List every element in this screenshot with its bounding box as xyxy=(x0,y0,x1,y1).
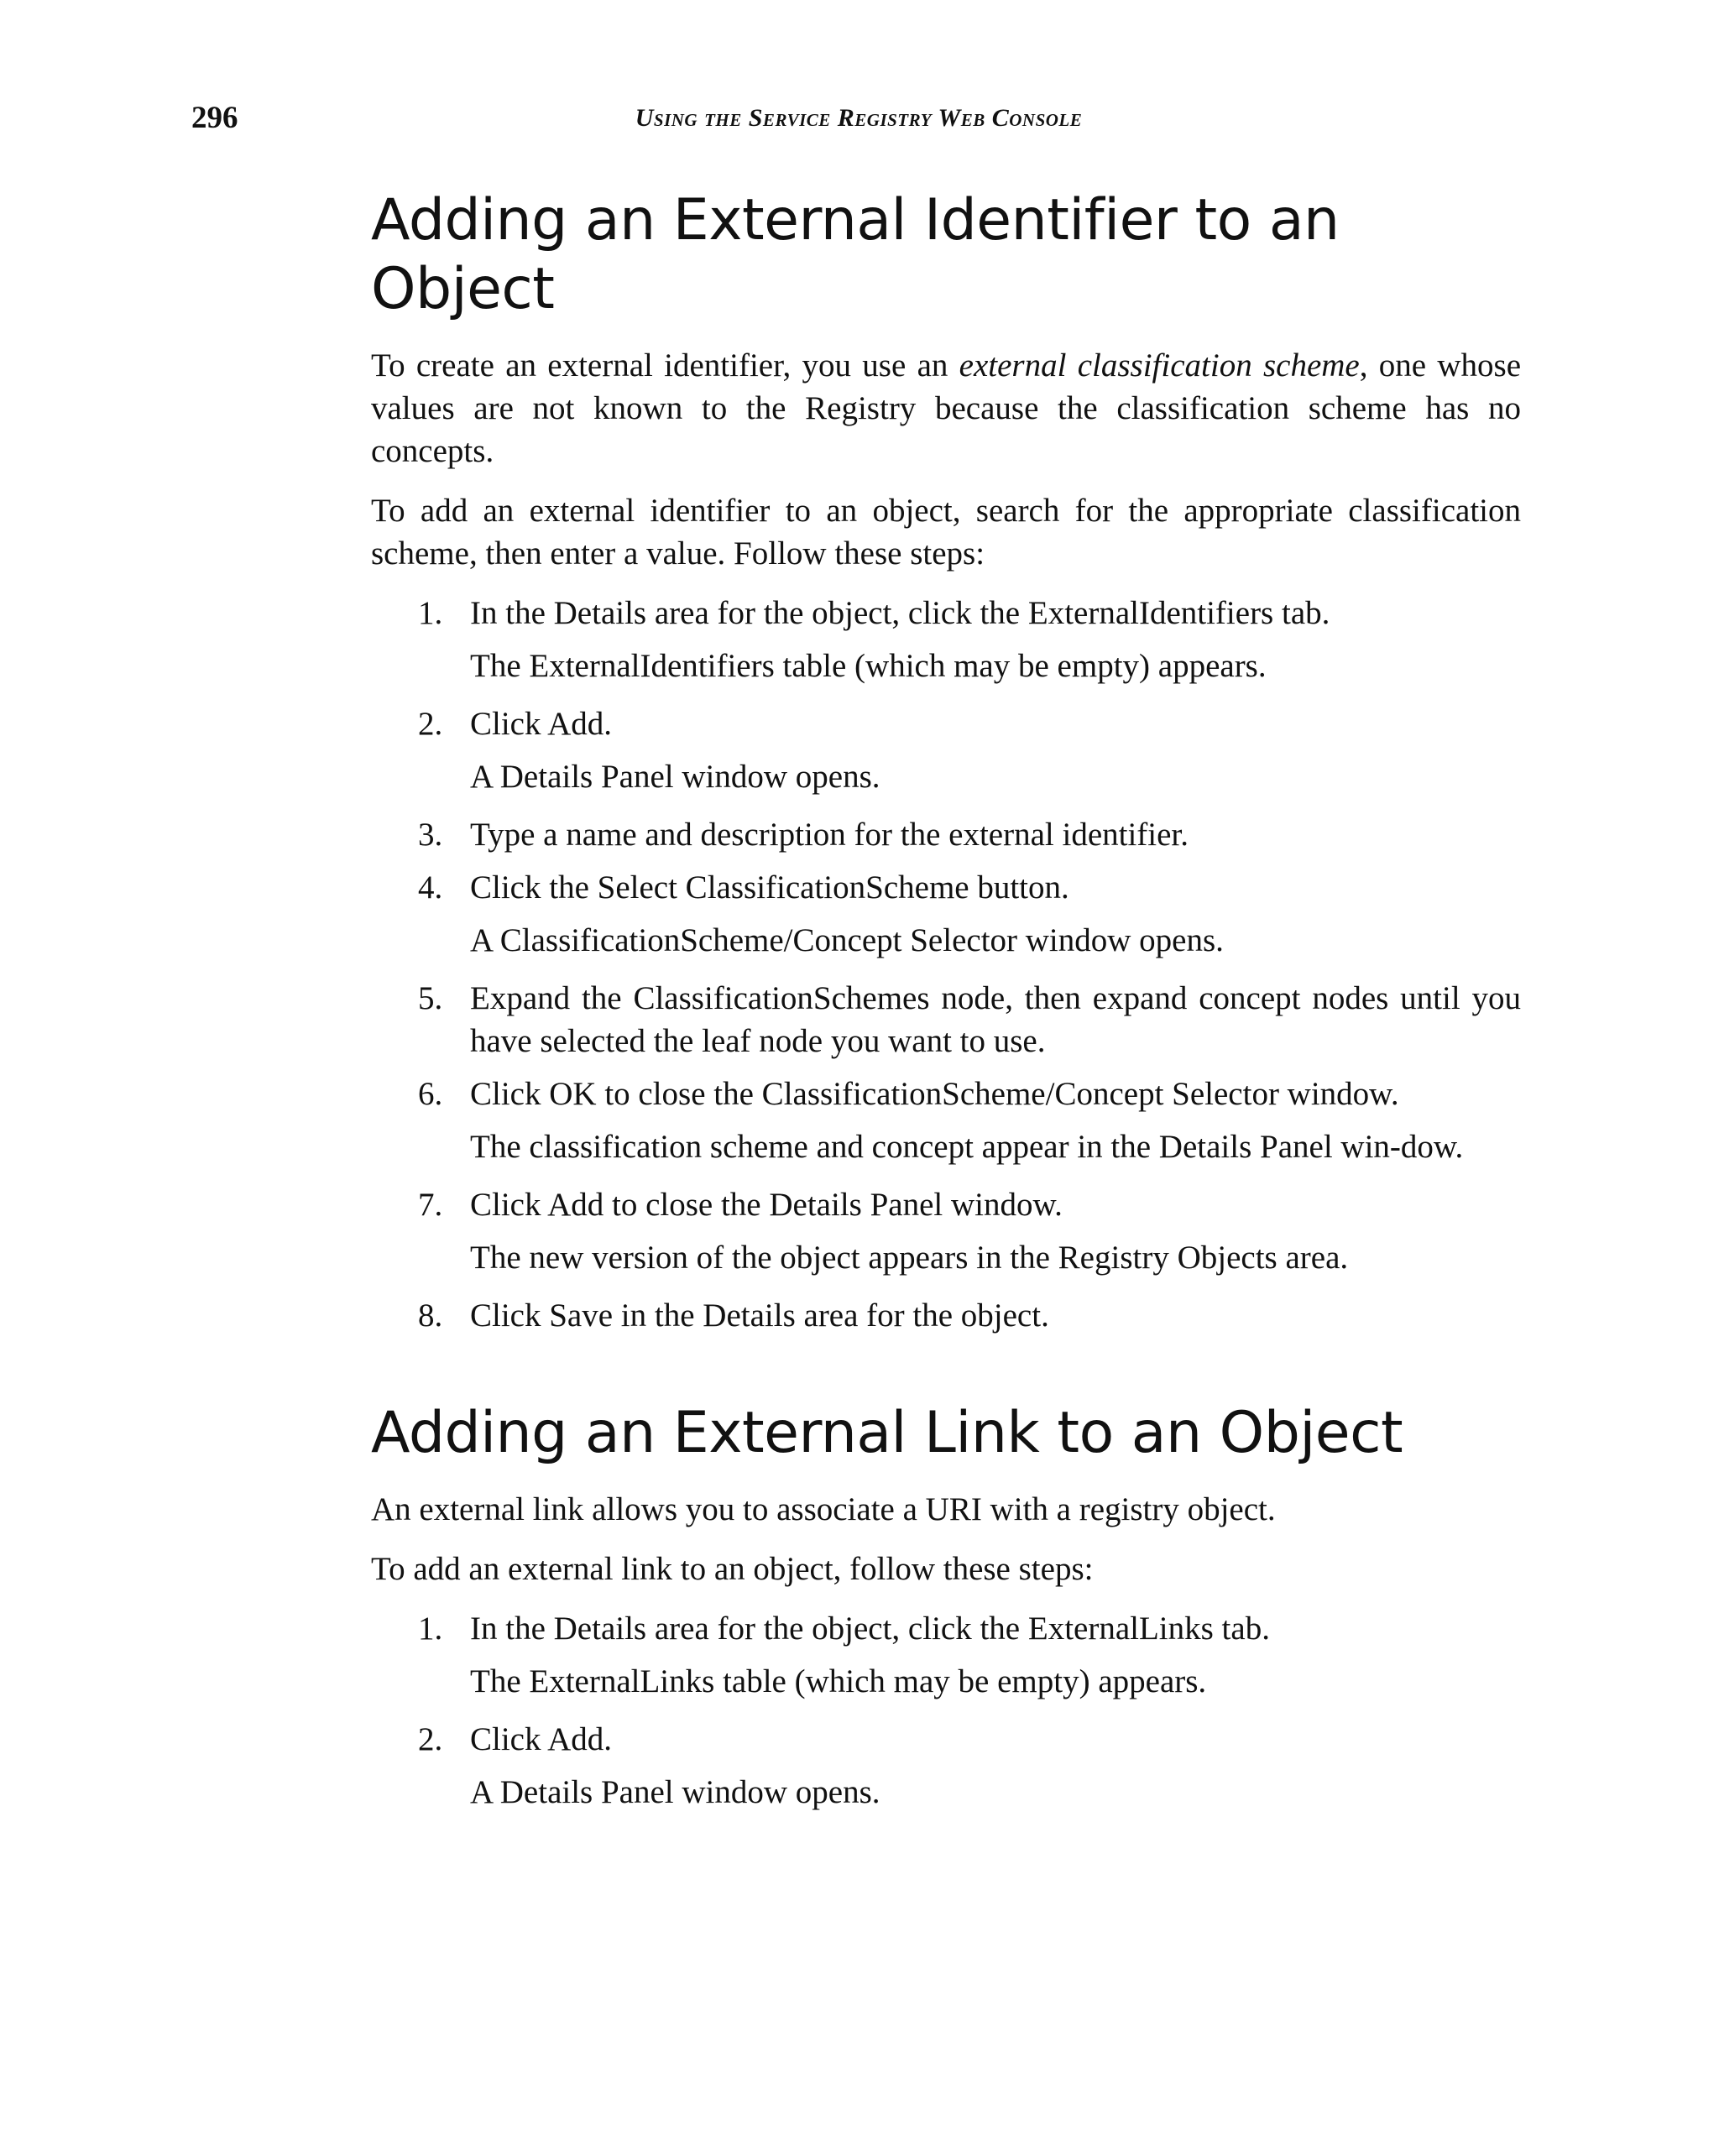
running-title: Using the Service Registry Web Console xyxy=(635,104,1083,132)
list-item xyxy=(418,977,1521,1062)
step-text: Click Add. xyxy=(470,1721,613,1757)
step-text: In the Details area for the object, click the ExternalIdentifiers tab. xyxy=(470,595,1330,631)
list-item xyxy=(418,813,1521,856)
paragraph-instructions: To add an external identifier to an object, search for the appropriate classification scheme, then enter a value. Follow these steps: xyxy=(371,493,1521,572)
list-item xyxy=(418,1607,1521,1703)
list-item xyxy=(418,592,1521,687)
page-number: 296 xyxy=(191,101,238,135)
emphasis-term: external classification scheme xyxy=(959,347,1360,384)
step-text: Click the Select ClassificationScheme button. xyxy=(470,869,1069,906)
step-result: A ClassificationScheme/Concept Selector window opens. xyxy=(470,922,1224,958)
step-number: 2. xyxy=(418,706,443,742)
paragraph-instructions: To add an external link to an object, follow these steps: xyxy=(371,1551,1094,1587)
step-number: 1. xyxy=(418,595,443,631)
list-item xyxy=(418,1183,1521,1279)
steps-list-external-link xyxy=(371,1607,1521,1814)
step-result: A Details Panel window opens. xyxy=(470,1774,880,1810)
list-item xyxy=(418,1718,1521,1814)
list-item xyxy=(418,1073,1521,1168)
step-result: The new version of the object appears in the Registry Objects area. xyxy=(470,1240,1349,1276)
step-result: The ExternalIdentifiers table (which may be empty) appears. xyxy=(470,648,1267,684)
step-number: 6. xyxy=(418,1076,443,1112)
step-number: 8. xyxy=(418,1297,443,1334)
steps-list-external-identifier xyxy=(371,592,1521,1337)
step-text: Click Add. xyxy=(470,706,613,742)
step-text: Click OK to close the ClassificationScheme/Concept Selector window. xyxy=(470,1076,1399,1112)
step-text: In the Details area for the object, click the ExternalLinks tab. xyxy=(470,1610,1270,1647)
list-item xyxy=(418,1294,1521,1337)
paragraph-intro: An external link allows you to associate a URI with a registry object. xyxy=(371,1491,1276,1527)
step-number: 4. xyxy=(418,869,443,906)
paragraph-intro xyxy=(371,344,1521,472)
step-text: Expand the ClassificationSchemes node, then expand concept nodes until you have selected the leaf node you want to use. xyxy=(470,980,1521,1059)
step-number: 7. xyxy=(418,1187,443,1223)
section-title-external-identifier: Adding an External Identifier to an Object xyxy=(371,187,1340,322)
step-text: Click Save in the Details area for the object. xyxy=(470,1297,1049,1334)
list-item xyxy=(418,866,1521,962)
step-text: Type a name and description for the external identifier. xyxy=(470,817,1189,853)
step-number: 2. xyxy=(418,1721,443,1757)
section-title-external-link: Adding an External Link to an Object xyxy=(371,1400,1403,1466)
step-number: 1. xyxy=(418,1610,443,1647)
paragraph-text: , one whose values are not known to the Registry because the classification scheme has no concepts. xyxy=(371,347,1522,469)
step-number: 5. xyxy=(418,980,443,1016)
page-content xyxy=(371,186,1521,1829)
step-result: The ExternalLinks table (which may be empty) appears. xyxy=(470,1663,1207,1699)
step-result: The classification scheme and concept appear in the Details Panel win-dow. xyxy=(470,1129,1464,1165)
list-item xyxy=(418,702,1521,798)
paragraph-text: To create an external identifier, you use an xyxy=(371,347,959,384)
running-header xyxy=(191,97,1526,139)
step-number: 3. xyxy=(418,817,443,853)
step-text: Click Add to close the Details Panel window. xyxy=(470,1187,1063,1223)
step-result: A Details Panel window opens. xyxy=(470,759,880,795)
